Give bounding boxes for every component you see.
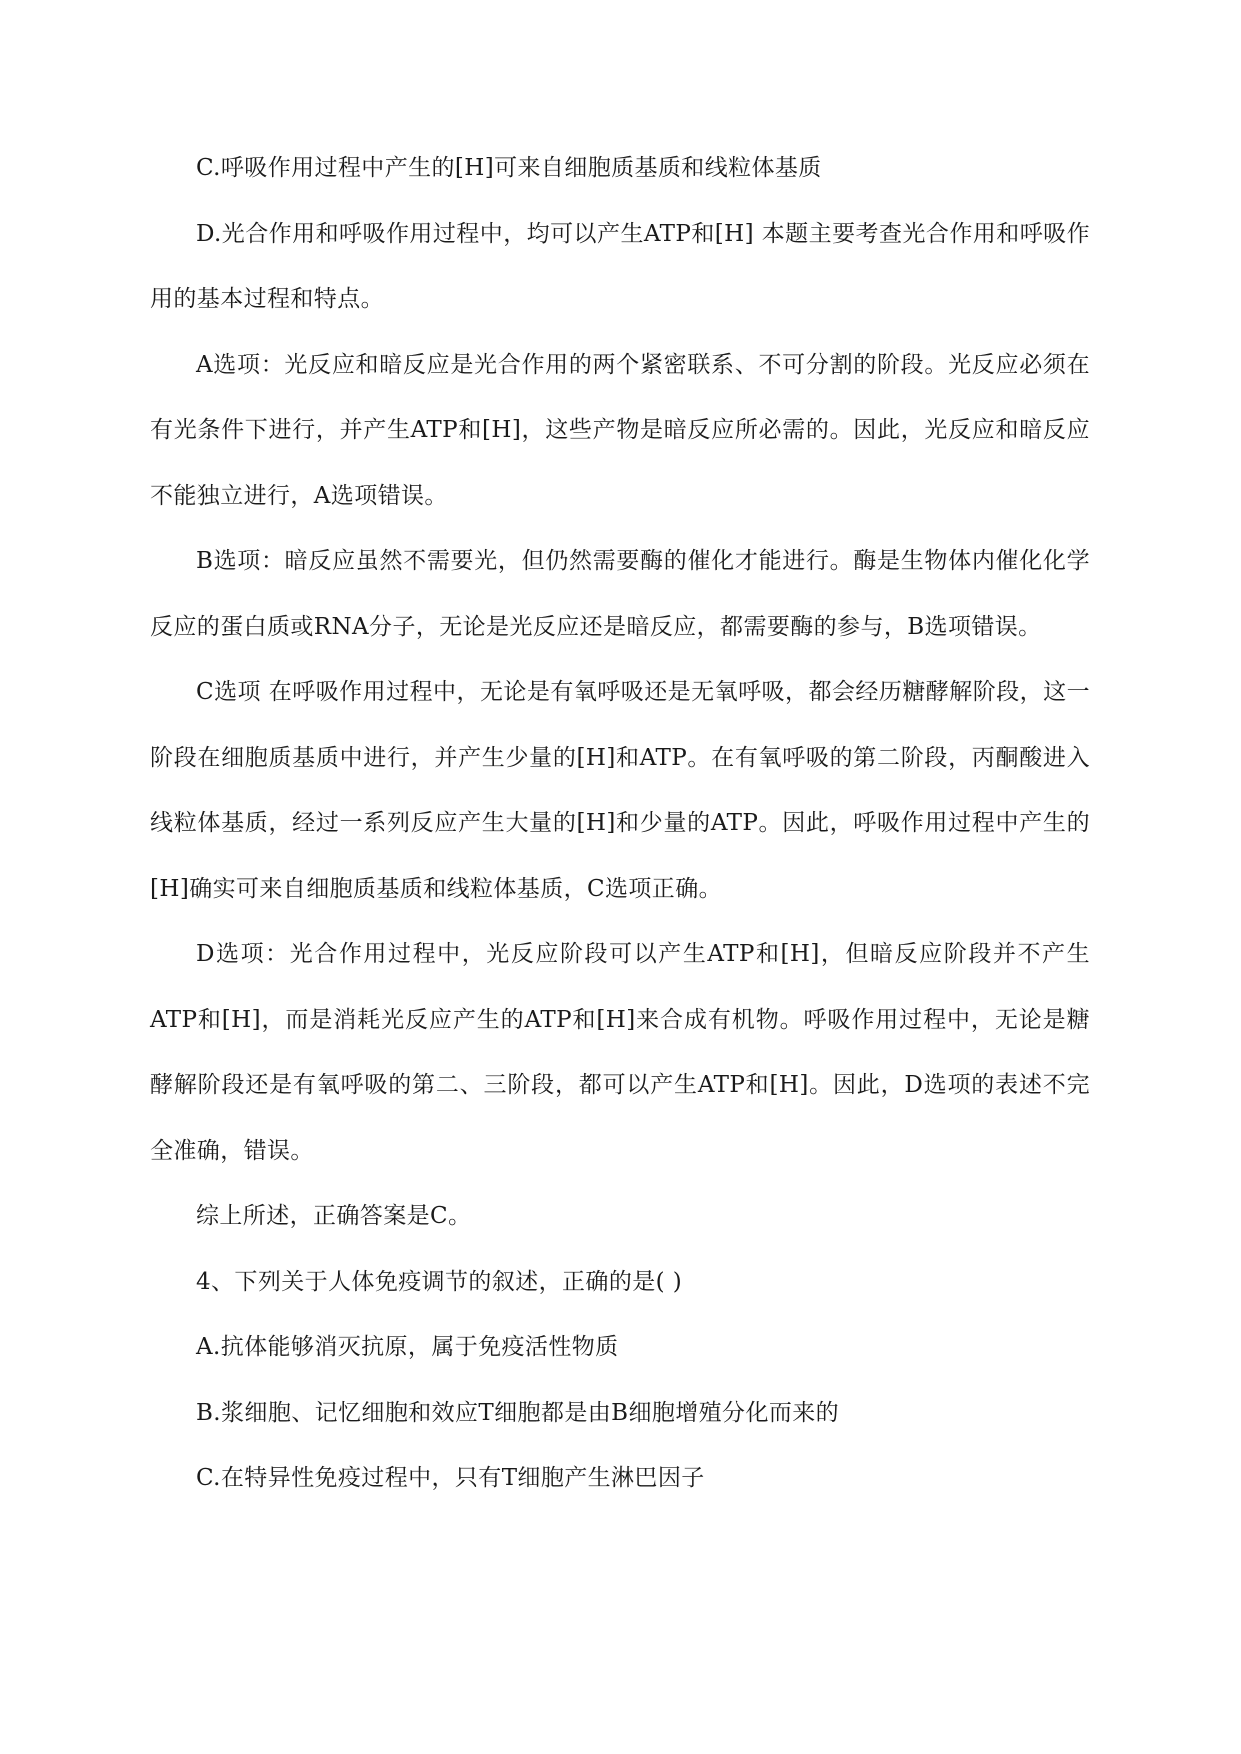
question-4-option-a: A.抗体能够消灭抗原，属于免疫活性物质 xyxy=(196,1334,619,1360)
document-body xyxy=(150,136,1090,1512)
question-4-stem: 4、下列关于人体免疫调节的叙述，正确的是( ) xyxy=(196,1268,683,1295)
option-c-paragraph: C.呼吸作用过程中产生的[H]可来自细胞质基质和线粒体基质 xyxy=(196,155,822,181)
question-4-option-b: B.浆细胞、记忆细胞和效应T细胞都是由B细胞增殖分化而来的 xyxy=(196,1399,840,1426)
conclusion-paragraph: 综上所述，正确答案是C。 xyxy=(196,1203,472,1229)
question-4-option-c: C.在特异性免疫过程中，只有T细胞产生淋巴因子 xyxy=(196,1465,705,1491)
analysis-a-paragraph: A选项：光反应和暗反应是光合作用的两个紧密联系、不可分割的阶段。光反应必须在有光条件下进行，并产生ATP和[H]，这些产物是暗反应所必需的。因此，光反应和暗反应不能独立进行，A选项错误。 xyxy=(150,351,1090,509)
analysis-c-paragraph: C选项 在呼吸作用过程中，无论是有氧呼吸还是无氧呼吸，都会经历糖酵解阶段，这一阶段在细胞质基质中进行，并产生少量的[H]和ATP。在有氧呼吸的第二阶段，丙酮酸进入线粒体基质，经过一系列反应产生大量的[H]和少量的ATP。因此，呼吸作用过程中产生的[H]确实可来自细胞质基质和线粒体基质，C选项正确。 xyxy=(150,679,1090,902)
analysis-b-paragraph: B选项：暗反应虽然不需要光，但仍然需要酶的催化才能进行。酶是生物体内催化化学反应的蛋白质或RNA分子，无论是光反应还是暗反应，都需要酶的参与，B选项错误。 xyxy=(150,548,1090,640)
analysis-d-paragraph: D选项：光合作用过程中，光反应阶段可以产生ATP和[H]，但暗反应阶段并不产生ATP和[H]，而是消耗光反应产生的ATP和[H]来合成有机物。呼吸作用过程中，无论是糖酵解阶段还是有氧呼吸的第二、三阶段，都可以产生ATP和[H]。因此，D选项的表述不完全准确，错误。 xyxy=(150,941,1090,1164)
option-d-paragraph: D.光合作用和呼吸作用过程中，均可以产生ATP和[H] 本题主要考查光合作用和呼吸作用的基本过程和特点。 xyxy=(150,220,1090,312)
